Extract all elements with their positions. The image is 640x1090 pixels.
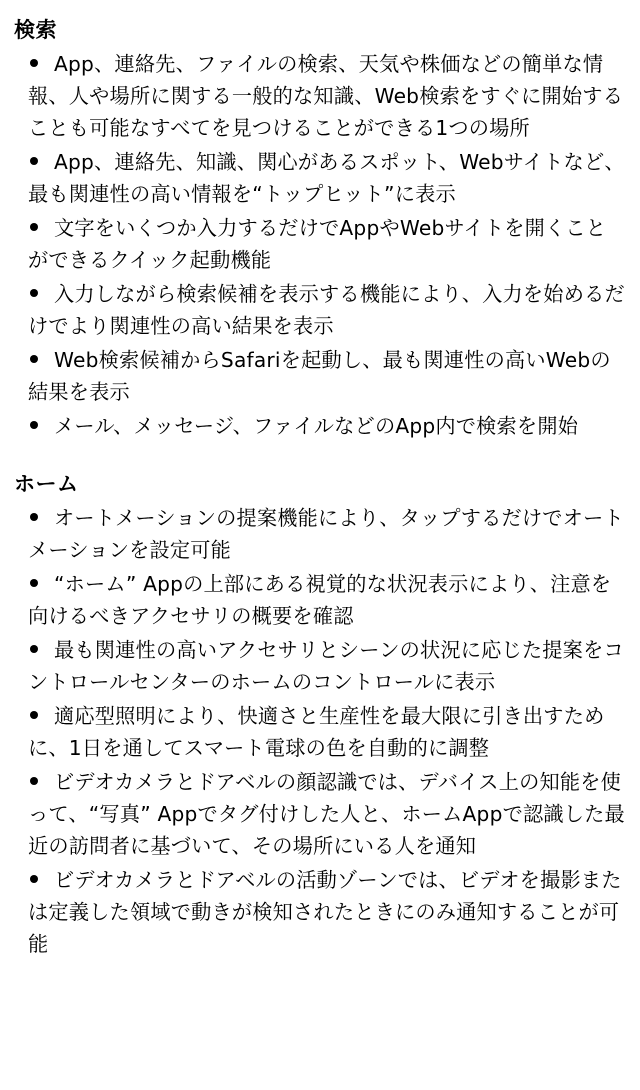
search-feature-list [14,48,626,442]
list-item [14,278,626,342]
bullet-icon [30,355,38,363]
list-item-text: 入力しながら検索候補を表示する機能により、入力を始めるだけでより関連性の高い結果を表示 [28,282,625,338]
list-item [14,212,626,276]
bullet-icon [30,421,38,429]
list-item-text: App、連絡先、知識、関心があるスポット、Webサイトなど、最も関連性の高い情報を“トップヒット”に表示 [28,150,625,206]
bullet-icon [30,711,38,719]
home-feature-list [14,502,626,960]
list-item [14,634,626,698]
bullet-icon [30,289,38,297]
bullet-icon [30,579,38,587]
bullet-icon [30,223,38,231]
list-item-text: ビデオカメラとドアベルの活動ゾーンでは、ビデオを撮影または定義した領域で動きが検知されたときにのみ通知することが可能 [28,868,622,956]
list-item [14,700,626,764]
list-item [14,864,626,960]
list-item-text: オートメーションの提案機能により、タップするだけでオートメーションを設定可能 [28,506,624,562]
bullet-icon [30,157,38,165]
bullet-icon [30,59,38,67]
section-title-home: ホーム [14,472,79,496]
bullet-icon [30,875,38,883]
list-item [14,766,626,862]
section-search [14,12,626,442]
section-title-search: 検索 [14,18,57,42]
list-item-text: メール、メッセージ、ファイルなどのApp内で検索を開始 [54,414,579,438]
list-item-text: “ホーム” Appの上部にある視覚的な状況表示により、注意を向けるべきアクセサリの概要を確認 [28,572,612,628]
list-item [14,48,626,144]
list-item [14,410,626,442]
list-item-text: App、連絡先、ファイルの検索、天気や株価などの簡単な情報、人や場所に関する一般的な知識、Web検索をすぐに開始することも可能なすべてを見つけることができる1つの場所 [28,52,624,140]
list-item-text: Web検索候補からSafariを起動し、最も関連性の高いWebの結果を表示 [28,348,611,404]
list-item [14,344,626,408]
bullet-icon [30,777,38,785]
section-home [14,466,626,960]
bullet-icon [30,645,38,653]
list-item [14,502,626,566]
list-item-text: 適応型照明により、快適さと生産性を最大限に引き出すために、1日を通してスマート電球の色を自動的に調整 [28,704,605,760]
bullet-icon [30,513,38,521]
list-item-text: 文字をいくつか入力するだけでAppやWebサイトを開くことができるクイック起動機能 [28,216,607,272]
list-item-text: ビデオカメラとドアベルの顔認識では、デバイス上の知能を使って、“写真” Appでタグ付けした人と、ホームAppで認識した最近の訪問者に基づいて、その場所にいる人を通知 [28,770,625,858]
list-item [14,568,626,632]
list-item [14,146,626,210]
list-item-text: 最も関連性の高いアクセサリとシーンの状況に応じた提案をコントロールセンターのホームのコントロールに表示 [28,638,624,694]
